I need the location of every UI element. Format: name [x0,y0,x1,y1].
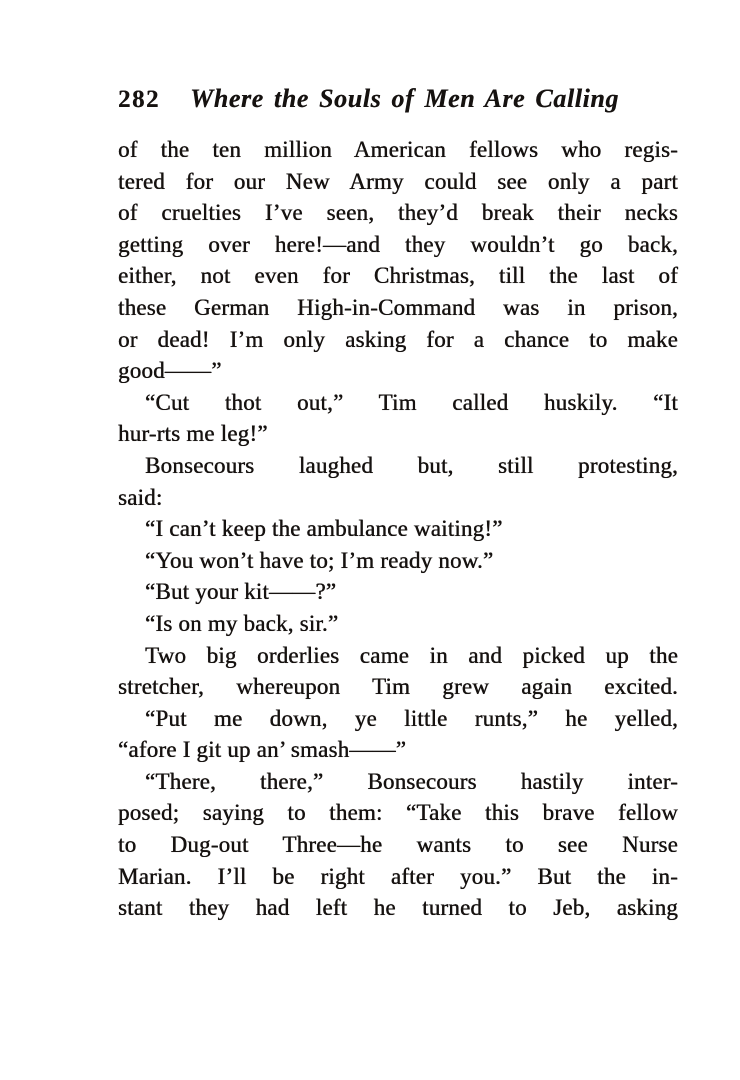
text-line: “Is on my back, sir.” [145,610,339,636]
text-line: these German High-in-Command was in prison, [118,294,678,320]
text-line: tered for our New Army could see only a part [118,168,678,194]
text-line: posed; saying to them: “Take this brave fellow [118,800,678,826]
running-header [118,84,678,114]
text-line: either, not even for Christmas, till the last of [118,263,678,289]
text-line: “I can’t keep the ambulance waiting!” [145,516,503,542]
text-line: or dead! I’m only asking for a chance to make [118,326,678,352]
text-line: “But your kit——?” [145,579,337,605]
text-line: Bonsecours laughed but, still protesting, [145,452,678,478]
page-text [118,134,678,924]
text-line: of cruelties I’ve seen, they’d break their necks [118,200,678,226]
text-line: good——” [118,358,222,384]
text-line: “Cut thot out,” Tim called huskily. “It [145,389,678,415]
text-line: “afore I git up an’ smash——” [118,737,407,763]
page-number: 282 [118,86,160,113]
text-line: Two big orderlies came in and picked up the [145,642,678,668]
text-line: to Dug-out Three—he wants to see Nurse [118,832,678,858]
text-line: “Put me down, ye little runts,” he yelled, [145,705,678,731]
running-title: Where the Souls of Men Are Calling [190,84,619,113]
text-line: “You won’t have to; I’m ready now.” [145,547,494,573]
text-line: Marian. I’ll be right after you.” But the in- [118,863,678,889]
text-line: stretcher, whereupon Tim grew again excited. [118,674,678,700]
text-line: getting over here!—and they wouldn’t go back, [118,231,678,257]
text-line: “There, there,” Bonsecours hastily inter- [145,768,678,794]
text-line: stant they had left he turned to Jeb, asking [118,895,678,921]
text-line: hur-rts me leg!” [118,421,268,447]
text-line: of the ten million American fellows who regis- [118,137,678,162]
text-line: said: [118,484,163,510]
